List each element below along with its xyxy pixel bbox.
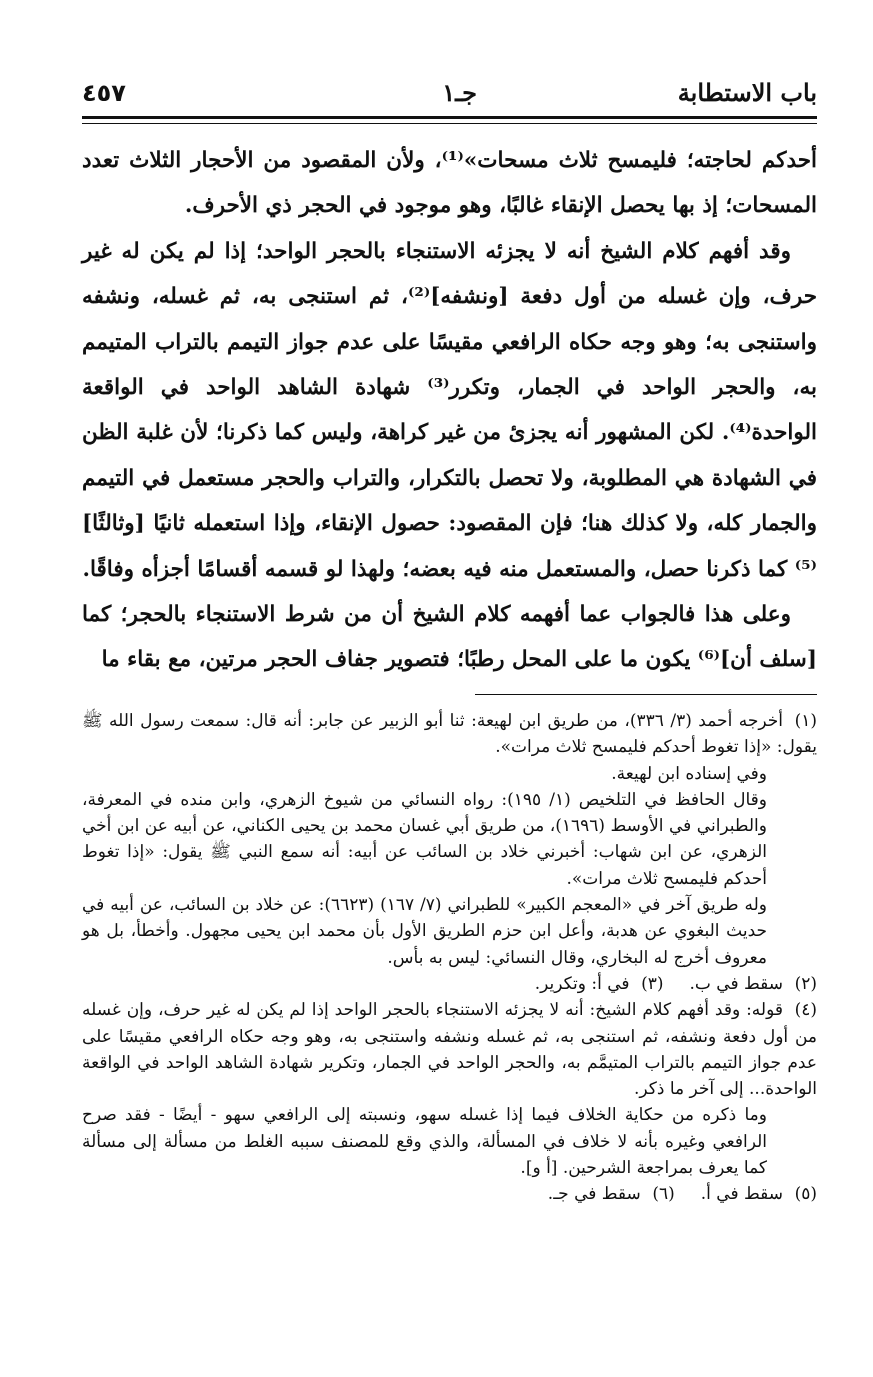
footnote-number: (٤): [794, 1000, 817, 1021]
footnote-number: (٣): [641, 973, 664, 994]
header-rule-thick: [82, 116, 817, 119]
footnote-6: [548, 1181, 675, 1207]
footnote-1-continuation: وقال الحافظ في التلخيص (١/ ١٩٥): رواه النسائي من شيوخ الزهري، وابن منده في المعرفة، والطبراني في الأوسط (١٦٩٦)، من طريق أبي غسان محمد بن يحيى الكناني، عن أبيه عن ابن أخي الزهري، عن ابن شهاب: أخبرني خلاد بن السائب عن أبيه: أنه سمع النبي ﷺ يقول: «إذا تغوط أحدكم فليمسح ثلاث مرات».: [82, 789, 767, 889]
footnote-3: [535, 971, 664, 997]
main-paragraph-3: وعلى هذا فالجواب عما أفهمه كلام الشيخ أن من شرط الاستنجاء بالحجر؛ كما [سلف أن]⁽⁶⁾ يكون ما على المحل رطبًا؛ فتصوير جفاف الحجر مرتين، مع بقاء ما: [82, 602, 817, 673]
footnote-row-5-6: [82, 1181, 817, 1207]
footnote-row-2-3: [82, 971, 817, 997]
footnote-number: (٦): [652, 1184, 675, 1205]
footnote-5: [701, 1181, 817, 1207]
main-text: [82, 138, 817, 683]
page-header: [82, 74, 817, 112]
page-number: ٤٥٧: [82, 79, 126, 107]
footnote-4-continuation: وما ذكره من حكاية الخلاف فيما إذا غسله سهو، ونسبته إلى الرافعي سهو - أيضًا - فقد صرح الرافعي وغيره بأنه لا خلاف في المسألة، والذي وقع للمصنف سببه الغلط من مسألة إلى مسألة كما يعرف بمراجعة الشرحين. [أ و].: [82, 1105, 767, 1179]
main-paragraph-1: أحدكم لحاجته؛ فليمسح ثلاث مسحات»⁽¹⁾، ولأن المقصود من الأحجار الثلاث تعدد المسحات؛ إذ بها يحصل الإنقاء غالبًا، وهو موجود في الحجر ذي الأحرف.: [82, 148, 817, 219]
footnote-text: سقط في جـ.: [547, 1184, 641, 1205]
header-rule-thin: [82, 123, 817, 124]
footnote-4: [82, 997, 817, 1102]
footnote-number: (١): [794, 711, 817, 731]
footnote-text: أخرجه أحمد (٣/ ٣٣٦)، من طريق ابن لهيعة: ثنا أبو الزبير عن جابر: أنه قال: سمعت رسول الله ﷺ يقول: «إذا تغوط أحدكم فليمسح ثلاث مرات».: [82, 711, 817, 758]
footnote-text: في أ: وتكرير.: [534, 973, 630, 994]
footnote-text: سقط في أ.: [700, 1184, 783, 1205]
footnote-2: [690, 971, 818, 997]
main-paragraph-2: وقد أفهم كلام الشيخ أنه لا يجزئه الاستنجاء بالحجر الواحد؛ إذا لم يكن له غير حرف، وإن غسله من أول دفعة [ونشفه]⁽²⁾، ثم استنجى به، ثم غسله، ونشفه واستنجى به؛ وهو وجه حكاه الرافعي مقيسًا على عدم جواز التيمم بالتراب المتيمم به، والحجر الواحد في الجمار، وتكرر⁽³⁾ شهادة الشاهد الواحد في الواقعة الواحدة⁽⁴⁾. لكن المشهور أنه يجزئ من غير كراهة، وليس كما ذكرنا؛ لأن غلبة الظن في الشهادة هي المطلوبة، ولا تحصل بالتكرار، والتراب والحجر مستعمل في التيمم والجمار كله، ولا كذلك هنا؛ فإن المقصود: حصول الإنقاء، وإذا استعمله ثانيًا [وثالثًا]⁽⁵⁾ كما ذكرنا حصل، والمستعمل منه فيه بعضه؛ ولهذا لو قسمه أقسامًا أجزأه وفاقًا.: [82, 238, 818, 582]
chapter-title: باب الاستطابة: [677, 78, 817, 107]
footnote-number: (٢): [794, 973, 817, 994]
volume-label: جـ١: [442, 78, 477, 107]
footnote-separator: [475, 694, 817, 695]
footnote-1-continuation: وفي إسناده ابن لهيعة.: [611, 763, 767, 784]
footnote-number: (٥): [794, 1184, 817, 1205]
footnote-text: قوله: وقد أفهم كلام الشيخ: أنه لا يجزئه الاستنجاء بالحجر الواحد إذا لم يكن له غير حرف، وإن غسله من أول دفعة ونشفه، ثم استنجى به، ثم غسله ونشفه واستنجى به، وهو وجه حكاه الرافعي مقيسًا على عدم جواز التيمم بالتراب المتيمَّم به، والحجر الواحد في الجمار، وتكرير شهادة الشاهد الواحد في الواقعة الواحدة... إلى آخر ما ذكر.: [82, 1000, 817, 1100]
footnote-1-continuation: وله طريق آخر في «المعجم الكبير» للطبراني (٧/ ١٦٧) (٦٦٢٣): عن خلاد بن السائب، عن أبيه في حديث البغوي عن هدبة، وأعل ابن حزم الطريق الأول بأن محمد ابن يحيى مجهول. وأخطأ، بل هو معروف أخرج له البخاري، وقال النسائي: ليس به بأس.: [82, 895, 768, 968]
footnotes: [82, 708, 817, 1208]
footnote-1: [82, 708, 817, 761]
footnote-text: سقط في ب.: [689, 973, 783, 994]
